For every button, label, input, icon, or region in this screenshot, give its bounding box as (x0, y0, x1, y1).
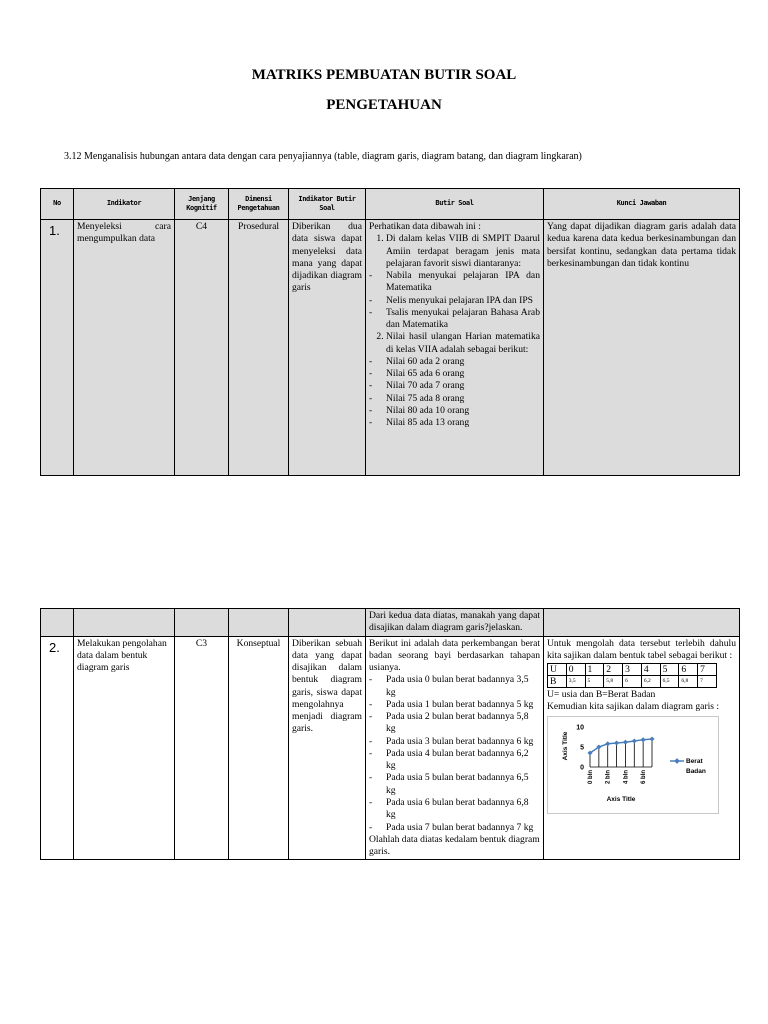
matrix-table-page2 (40, 608, 740, 860)
cell-empty (544, 609, 740, 637)
list-item: - Nilai 70 ada 7 orang (369, 380, 465, 392)
cell-dimensi: Prosedural (229, 220, 289, 476)
cell-indikator: Menyeleksi cara mengumpulkan data (74, 220, 175, 476)
list-item: - Pada usia 2 bulan berat badannya 5,8 kg (369, 711, 529, 735)
cell-butir-soal-cont: Dari kedua data diatas, manakah yang dapat disajikan dalam diagram garis?jelaskan. (366, 609, 544, 637)
mini-cell: 6 (623, 676, 642, 688)
cell-empty (41, 609, 74, 637)
mini-cell: 7 (698, 664, 717, 676)
kunci-outro: Kemudian kita sajikan dalam diagram garis : (547, 701, 720, 713)
x-tick-label: 2 bln (605, 769, 612, 784)
row-number: 1. (41, 220, 74, 476)
page-title: MATRIKS PEMBUATAN BUTIR SOAL (251, 67, 517, 83)
soal-outro: Olahlah data diatas kedalam bentuk diagram garis. (369, 833, 540, 858)
mini-cell: 5,8 (604, 676, 623, 688)
mini-cell: 6,2 (641, 676, 660, 688)
legend-label-line2: Badan (686, 767, 706, 775)
mini-cell: 1 (585, 664, 604, 676)
soal-intro: Berikut ini adalah data perkembangan berat badan seorang bayi berdasarkan tahapan usianya. (369, 637, 540, 674)
y-tick-label: 10 (576, 724, 584, 732)
chart-legend (670, 758, 706, 775)
mini-cell: 6 (679, 664, 698, 676)
mini-label: B (548, 676, 567, 688)
cell-indikator: Melakukan pengolahan data dalam bentuk diagram garis (74, 636, 175, 860)
row-number: 2. (41, 636, 74, 860)
line-chart-box (547, 716, 719, 814)
mini-cell: 4 (641, 664, 660, 676)
list-item: - Pada usia 7 bulan berat badannya 7 kg (369, 821, 534, 833)
mini-cell: 5 (585, 676, 604, 688)
data-point (605, 741, 610, 746)
cell-empty (175, 609, 229, 637)
list-item: - Nilai 65 ada 6 orang (369, 368, 465, 380)
kompetensi-dasar: 3.12 Menganalisis hubungan antara data dengan cara penyajiannya (table, diagram garis, diagram batang, dan diagram lingkaran) (64, 151, 582, 162)
x-tick-label: 0 bln (588, 769, 594, 784)
soal-item-1: 1. Di dalam kelas VIIB di SMPIT Daarul Amiin terdapat beragam jenis mata pelajaran favorit siswi diantaranya: (386, 233, 540, 270)
cell-jenjang: C4 (175, 220, 229, 476)
legend-label-line1: Berat (686, 757, 703, 765)
list-item: - Tsalis menyukai pelajaran Bahasa Arab dan Matematika (369, 306, 540, 331)
list-item: - Pada usia 6 bulan berat badannya 6,8 kg (369, 796, 529, 821)
mini-data-table (547, 663, 717, 688)
list-item: - Nelis menyukai pelajaran IPA dan IPS (369, 294, 533, 306)
x-tick-label: 6 bln (641, 769, 648, 784)
y-axis-title: Axis Title (562, 731, 569, 760)
mini-cell: 5 (660, 664, 679, 676)
mini-label: U (548, 664, 567, 676)
mini-cell: 3,5 (566, 676, 585, 688)
list-item: - Nilai 85 ada 13 orang (369, 417, 470, 429)
cell-empty (289, 609, 366, 637)
table-row (41, 609, 740, 637)
table-row (41, 220, 740, 476)
cell-kunci-jawaban: Yang dapat dijadikan diagram garis adalah data kedua karena data kedua berkesinambungan dan bersifat kontinu, sedangkan data pertama tidak berkesinambungan dan tidak kontinu (544, 220, 740, 476)
cell-butir-soal (366, 636, 544, 860)
cell-dimensi: Konseptual (229, 636, 289, 860)
data-point (641, 737, 646, 742)
mini-cell: 2 (604, 664, 623, 676)
header-indikator-soal: Indikator Butir Soal (289, 189, 366, 220)
list-item: - Nilai 60 ada 2 orang (369, 355, 465, 367)
data-point (632, 738, 637, 743)
x-tick-label: 4 bln (623, 769, 630, 784)
soal-intro: Perhatikan data dibawah ini : (369, 221, 481, 232)
soal-item-2: 2. Nilai hasil ulangan Harian matematika di kelas VIIA adalah sebagai berikut: (386, 331, 540, 356)
header-butir-soal: Butir Soal (366, 189, 544, 220)
data-point (614, 740, 619, 745)
header-dimensi: Dimensi Pengetahuan (229, 189, 289, 220)
y-tick-label: 5 (580, 744, 584, 752)
cell-empty (74, 609, 175, 637)
y-tick-label: 0 (580, 764, 584, 772)
cell-jenjang: C3 (175, 636, 229, 860)
mini-cell: 6,8 (679, 676, 698, 688)
mini-row-b (548, 676, 717, 688)
cell-butir-soal (366, 220, 544, 476)
mini-cell: 0 (566, 664, 585, 676)
kunci-intro: Untuk mengolah data tersebut terlebih dahulu kita sajikan dalam bentuk tabel sebagai berikut : (547, 637, 736, 661)
header-no: No (41, 189, 74, 220)
list-item: - Pada usia 1 bulan berat badannya 5 kg (369, 698, 534, 710)
list-item: - Nilai 80 ada 10 orang (369, 404, 470, 416)
mini-cell: 3 (623, 664, 642, 676)
list-item: - Pada usia 3 bulan berat badannya 6 kg (369, 735, 534, 747)
page-subtitle: PENGETAHUAN (326, 97, 442, 113)
x-axis-title: Axis Title (606, 795, 636, 803)
cell-indikator-soal: Diberikan dua data siswa dapat menyeleksi data mana yang dapat dijadikan diagram garis (289, 220, 366, 476)
cell-kunci-jawaban (544, 636, 740, 860)
line-chart (548, 717, 718, 813)
list-item: - Pada usia 0 bulan berat badannya 3,5 kg (369, 674, 529, 698)
mini-cell: 7 (698, 676, 717, 688)
kunci-legend: U= usia dan B=Berat Badan (547, 689, 656, 701)
list-item: - Pada usia 4 bulan berat badannya 6,2 kg (369, 747, 529, 772)
list-item: - Pada usia 5 bulan berat badannya 6,5 kg (369, 772, 529, 796)
header-kunci: Kunci Jawaban (544, 189, 740, 220)
table-header-row (41, 189, 740, 220)
table-row (41, 636, 740, 860)
mini-row-u (548, 664, 717, 676)
header-indikator: Indikator (74, 189, 175, 220)
list-item: - Nilai 75 ada 8 orang (369, 392, 465, 404)
mini-cell: 6,5 (660, 676, 679, 688)
cell-empty (229, 609, 289, 637)
matrix-table-page1 (40, 188, 740, 476)
cell-indikator-soal: Diberikan sebuah data yang dapat disajikan dalam bentuk diagram garis, siswa dapat mengolahnya menjadi diagram garis. (289, 636, 366, 860)
legend-marker (674, 758, 680, 764)
data-point (649, 736, 654, 741)
data-point (623, 739, 628, 744)
list-item: - Nabila menyukai pelajaran IPA dan Matematika (369, 270, 540, 294)
header-jenjang: Jenjang Kognitif (175, 189, 229, 220)
